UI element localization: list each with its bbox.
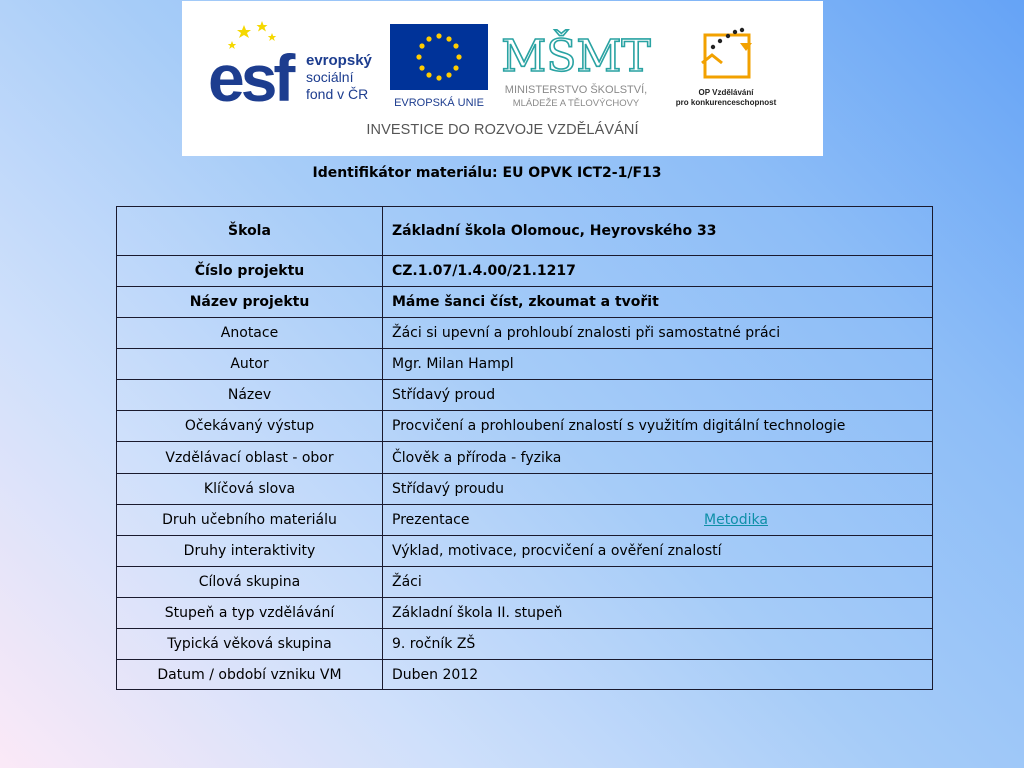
table-row-anotace — [117, 318, 933, 349]
op-line1: OP Vzdělávání — [698, 88, 754, 97]
table-row-vekova-skupina — [117, 629, 933, 660]
row-value: Žáci — [383, 567, 933, 598]
row-label: Druhy interaktivity — [117, 536, 383, 567]
row-value — [383, 505, 933, 536]
row-value: Procvičení a prohloubení znalostí s využitím digitální technologie — [383, 411, 933, 442]
esf-line2: sociální — [306, 69, 354, 85]
row-value: Duben 2012 — [383, 660, 933, 690]
row-value: CZ.1.07/1.4.00/21.1217 — [383, 256, 933, 287]
row-value-text: Prezentace — [392, 512, 470, 528]
msmt-line1: MINISTERSTVO ŠKOLSTVÍ, — [504, 84, 648, 96]
row-label: Autor — [117, 349, 383, 380]
table-row-nazev-projektu — [117, 287, 933, 318]
row-label: Stupeň a typ vzdělávání — [117, 598, 383, 629]
row-label: Vzdělávací oblast - obor — [117, 442, 383, 474]
material-identifier: Identifikátor materiálu: EU OPVK ICT2-1/F13 — [312, 165, 662, 181]
row-value: Základní škola II. stupeň — [383, 598, 933, 629]
row-label: Anotace — [117, 318, 383, 349]
metodika-link[interactable]: Metodika — [704, 512, 768, 528]
table-row-cislo-projektu — [117, 256, 933, 287]
row-label: Klíčová slova — [117, 474, 383, 505]
banner-tagline: INVESTICE DO ROZVOJE VZDĚLÁVÁNÍ — [366, 122, 639, 138]
eu-flag-logo — [388, 24, 493, 109]
op-emblem — [702, 28, 752, 77]
row-value: 9. ročník ZŠ — [383, 629, 933, 660]
row-value: Střídavý proudu — [383, 474, 933, 505]
esf-line1: evropský — [306, 52, 372, 69]
row-value: Střídavý proud — [383, 380, 933, 411]
row-value: Mgr. Milan Hampl — [383, 349, 933, 380]
op-line2: pro konkurenceschopnost — [675, 98, 777, 107]
table-row-druh-materialu — [117, 505, 933, 536]
row-label: Název — [117, 380, 383, 411]
table-row-datum — [117, 660, 933, 690]
esf-line3: fond v ČR — [306, 86, 369, 102]
table-row-ocekavany-vystup — [117, 411, 933, 442]
project-info-table — [116, 206, 933, 690]
row-label: Datum / období vzniku VM — [117, 660, 383, 690]
esf-wordmark: esf — [208, 41, 292, 111]
table-row-autor — [117, 349, 933, 380]
table-row-stupen-typ — [117, 598, 933, 629]
op-vzdelavani-logo — [672, 25, 802, 119]
row-label: Škola — [117, 207, 383, 256]
eu-caption: EVROPSKÁ UNIE — [394, 97, 484, 109]
table-row-klicova-slova — [117, 474, 933, 505]
table-row-skola — [117, 207, 933, 256]
row-value: Máme šanci číst, zkoumat a tvořit — [383, 287, 933, 318]
logo-banner — [182, 1, 823, 156]
row-value: Člověk a příroda - fyzika — [383, 442, 933, 474]
row-value: Výklad, motivace, procvičení a ověření znalostí — [383, 536, 933, 567]
msmt-wordmark: MŠMT — [501, 31, 651, 82]
row-label: Druh učebního materiálu — [117, 505, 383, 536]
row-label: Typická věková skupina — [117, 629, 383, 660]
row-label: Cílová skupina — [117, 567, 383, 598]
row-label: Očekávaný výstup — [117, 411, 383, 442]
row-label: Název projektu — [117, 287, 383, 318]
row-value: Žáci si upevní a prohloubí znalosti při samostatné práci — [383, 318, 933, 349]
row-value: Základní škola Olomouc, Heyrovského 33 — [383, 207, 933, 256]
msmt-line2: MLÁDEŽE A TĚLOVÝCHOVY — [512, 98, 640, 109]
row-label: Číslo projektu — [117, 256, 383, 287]
esf-logo — [206, 19, 378, 111]
msmt-logo — [494, 21, 658, 115]
table-row-vzdelavaci-oblast — [117, 442, 933, 474]
table-row-nazev — [117, 380, 933, 411]
table-row-druhy-interaktivity — [117, 536, 933, 567]
table-row-cilova-skupina — [117, 567, 933, 598]
